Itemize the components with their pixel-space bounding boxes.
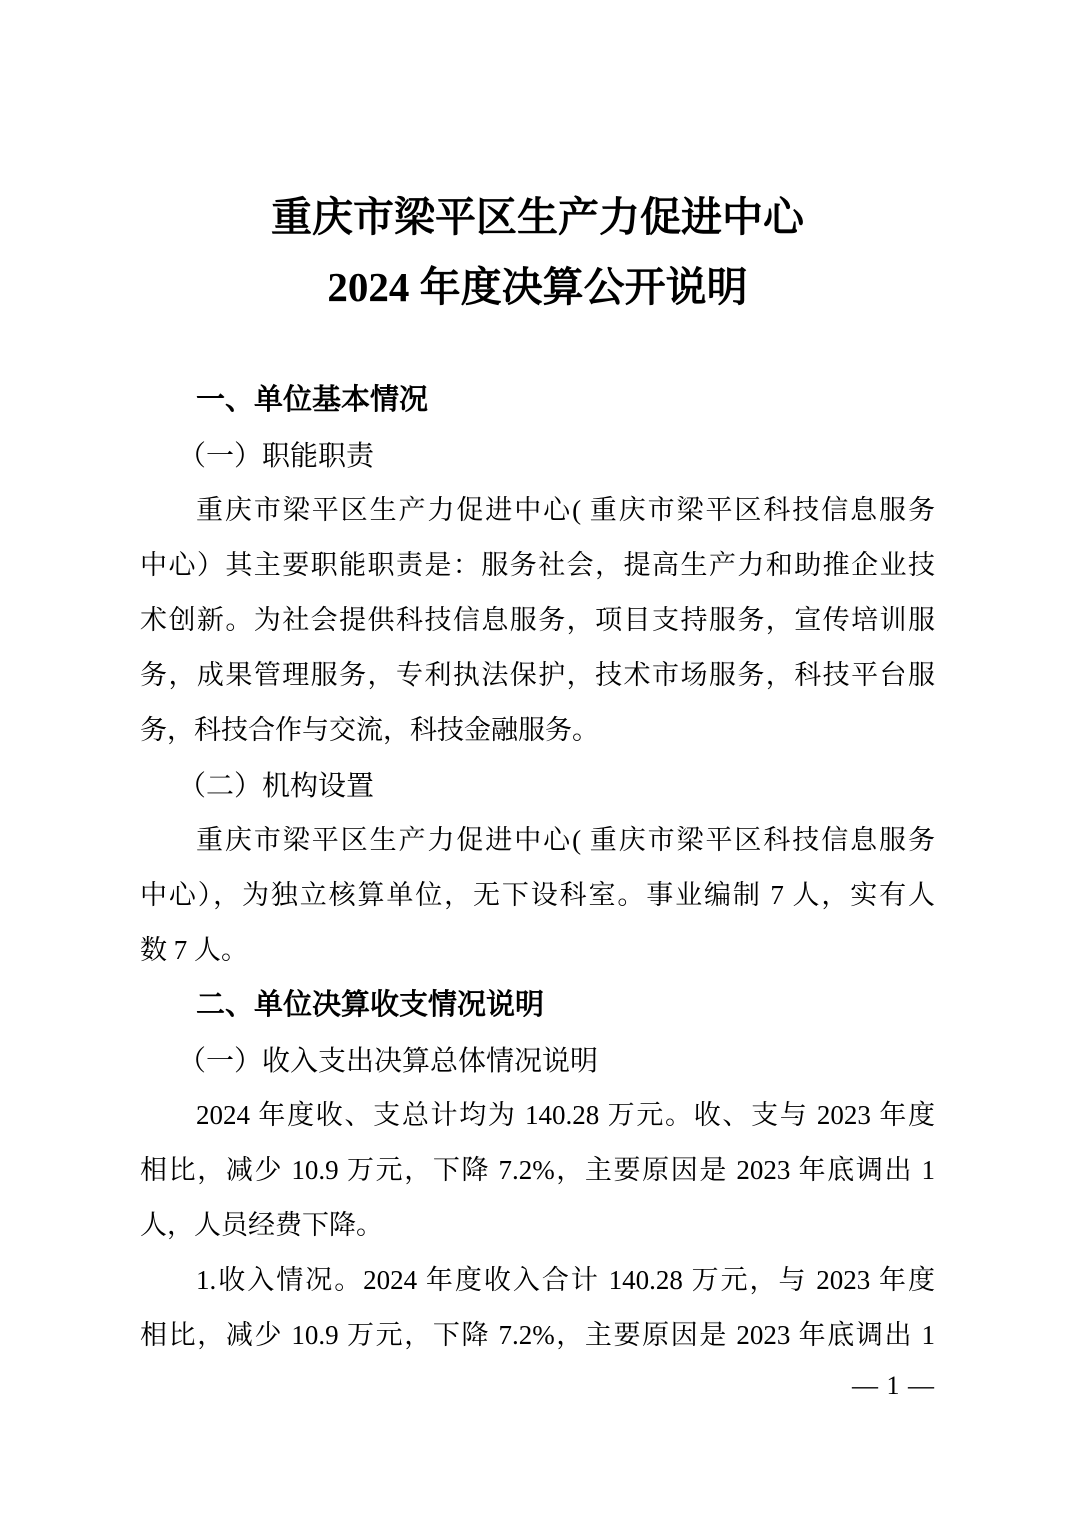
document-content: [140, 182, 935, 1401]
body-text-line: 务，成果管理服务，专利执法保护，技术市场服务，科技平台服: [140, 660, 935, 690]
body-text-line: 中心），为独立核算单位，无下设科室。事业编制 7 人，实有人: [140, 880, 935, 910]
document-title-line-2: 2024 年度决算公开说明: [327, 264, 748, 310]
body-text-line: 中心）其主要职能职责是：服务社会，提高生产力和助推企业技: [140, 550, 935, 580]
body-text-line: 相比，减少 10.9 万元，下降 7.2%，主要原因是 2023 年底调出 1: [140, 1320, 935, 1350]
section-heading-2: （一）职能职责: [178, 439, 375, 472]
body-text-line: 2024 年度收、支总计均为 140.28 万元。收、支与 2023 年度: [196, 1100, 935, 1130]
section-heading-2: （一）收入支出决算总体情况说明: [178, 1044, 599, 1077]
body-text-line: 重庆市梁平区生产力促进中心( 重庆市梁平区科技信息服务: [196, 495, 935, 525]
page-footer: [140, 1371, 935, 1401]
section-heading-1: 二、单位决算收支情况说明: [196, 989, 545, 1021]
section-heading-1: 一、单位基本情况: [196, 384, 429, 416]
body-text-line: 相比，减少 10.9 万元，下降 7.2%，主要原因是 2023 年底调出 1: [140, 1155, 935, 1185]
body-text-line: 术创新。为社会提供科技信息服务，项目支持服务，宣传培训服: [140, 605, 935, 635]
document-title-line-1: 重庆市梁平区生产力促进中心: [271, 194, 804, 240]
section-heading-2: （二）机构设置: [178, 769, 375, 802]
body-text-line: 重庆市梁平区生产力促进中心( 重庆市梁平区科技信息服务: [196, 825, 935, 855]
page-number: — 1 —: [852, 1371, 935, 1400]
body-text-line: 数 7 人。: [140, 935, 248, 965]
document-body: [140, 373, 935, 1363]
body-text-line: 1.收入情况。2024 年度收入合计 140.28 万元，与 2023 年度: [196, 1265, 935, 1295]
document-title: [140, 182, 935, 322]
body-text-line: 务，科技合作与交流，科技金融服务。: [140, 715, 599, 745]
body-text-line: 人，人员经费下降。: [140, 1210, 383, 1240]
